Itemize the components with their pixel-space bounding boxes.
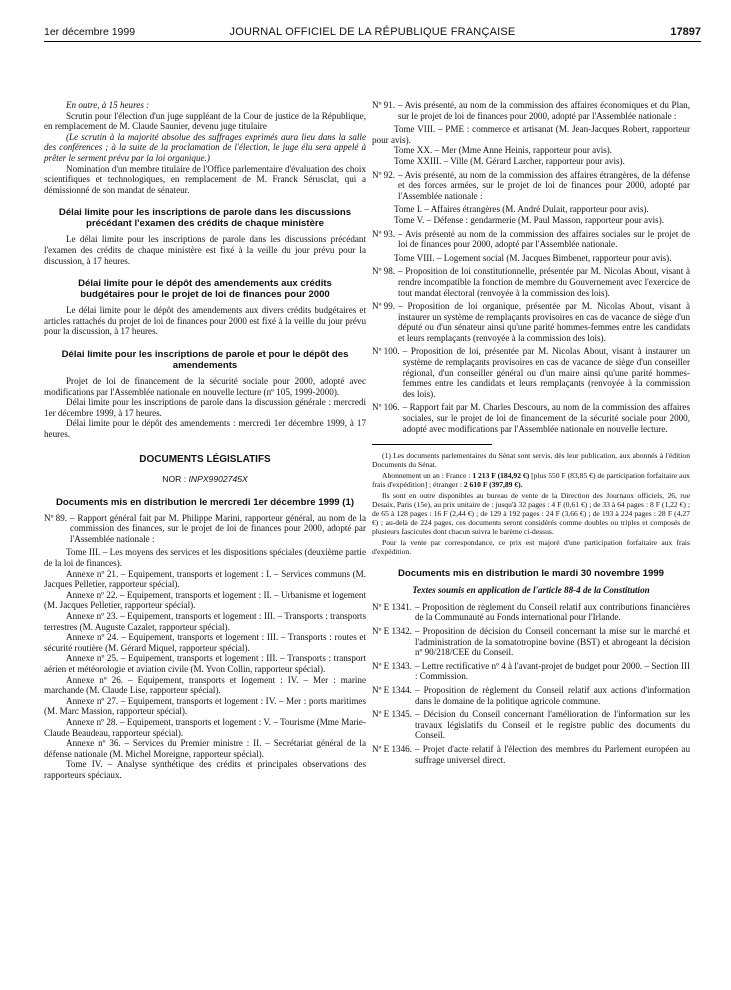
sub-entry: Annexe nº 26. – Equipement, transports et logement : IV. – Mer : marine marchande (M. Claude Lise, rapporteur spécial). bbox=[44, 674, 366, 696]
delai-amendements-paragraph: Délai limite pour le dépôt des amendements : mercredi 1er décembre 1999, à 17 heures. bbox=[44, 418, 366, 439]
scrutin-paragraph: Scrutin pour l'élection d'un juge suppléant de la Cour de justice de la République, en remplacement de M. Claude Saunier, devenu juge titulaire bbox=[44, 110, 366, 132]
e-documents-list bbox=[372, 602, 690, 765]
document-text: – Avis présenté, au nom de la commission des affaires économiques et du Plan, sur le projet de loi de finances pour 2000, adopté par l'Assemblée nationale : bbox=[398, 100, 690, 121]
document-number: Nº 91. bbox=[372, 100, 396, 110]
intro-time: En outre, à 15 heures : bbox=[66, 100, 150, 110]
documents-legislatifs-title: DOCUMENTS LÉGISLATIFS bbox=[139, 454, 271, 466]
heading-docs-30-nov: Documents mis en distribution le mardi 30 novembre 1999 bbox=[397, 568, 665, 580]
document-89-annexes bbox=[44, 547, 366, 783]
document-number: Nº 98. bbox=[372, 266, 396, 277]
document-text: – Proposition de loi constitutionnelle, présentée par M. Nicolas About, visant à rendre incompatible la fonction de membre du Gouvernement avec l'exercice de tout mandat électoral (renvoyée à la commission des lois). bbox=[398, 266, 690, 298]
document-text: – Proposition de loi organique, présentée par M. Nicolas About, visant à instaurer un système de remplaçants provisoires en cas de vacance de siège d'un député ou d'un sénateur ainsi qu'une parité hommes-femmes entre les candidats et leurs remplaçants (renvoyée à la commission des lois). bbox=[398, 301, 690, 343]
nor-label: NOR : bbox=[162, 474, 187, 485]
document-89 bbox=[44, 513, 366, 545]
document-106 bbox=[372, 402, 690, 434]
abonnement-price-france: 1 213 F (184,92 €) bbox=[472, 471, 530, 481]
e-document-number: Nº E 1345. bbox=[372, 709, 412, 720]
e-document-text: – Projet d'acte relatif à l'élection des membres du Parlement européen au suffrage universel direct. bbox=[414, 743, 690, 765]
document-91 bbox=[372, 100, 690, 121]
sub-entry: Annexe nº 25. – Equipement, transports et logement : III. – Transports : transport aérien et météorologie et aviation civile (M. Yvon Collin, rapporteur spécial). bbox=[44, 653, 366, 674]
sub-entry: Tome XX. – Mer (Mme Anne Heinis, rapporteur pour avis). bbox=[394, 145, 613, 156]
sub-entry: Annexe nº 27. – Equipement, transports et logement : IV. – Mer : ports maritimes (M. Marc Massion, rapporteur spécial). bbox=[44, 695, 366, 717]
header-rule bbox=[44, 41, 701, 42]
document-text: – Rapport général fait par M. Philippe Marini, rapporteur général, au nom de la commission des finances, sur le projet de loi de finances pour 2000, adopté par l'Assemblée nationale : bbox=[70, 512, 366, 544]
sub-entry: Annexe nº 24. – Equipement, transports et logement : III. – Transports : routes et sécurité routière (M. Gérard Miquel, rapporteur spécial). bbox=[44, 632, 366, 653]
document-number: Nº 99. bbox=[372, 301, 396, 312]
document-number: Nº 100. bbox=[372, 346, 400, 357]
footnote-correspondance: Pour la vente par correspondance, ce prix est majoré d'une participation forfaitaire aux frais d'expédition. bbox=[372, 538, 690, 557]
inscriptions-paragraph: Le délai limite pour les inscriptions de parole dans les discussions précédant l'examen des crédits de chaque ministère est fixé à la veille du jour prévu pour la discussion, à 17 heures. bbox=[44, 234, 366, 266]
e-document bbox=[372, 602, 690, 623]
heading-inscriptions-amendements: Délai limite pour les inscriptions de parole et pour le dépôt des amendements bbox=[61, 348, 349, 371]
sub-entry: Annexe nº 21. – Equipement, transports et logement : I. – Services communs (M. Jacques Pelletier, rapporteur spécial). bbox=[44, 568, 366, 590]
abonnement-label: Abonnement un an : France : bbox=[382, 471, 473, 481]
document-92-tomes bbox=[372, 204, 690, 228]
document-91-tomes bbox=[372, 124, 690, 169]
header-page-number: 17897 bbox=[670, 26, 701, 38]
nor-line bbox=[44, 474, 366, 485]
footnote-abonnement bbox=[372, 471, 690, 489]
document-text: – Avis présenté, au nom de la commission des affaires étrangères, de la défense et des forces armées, sur le projet de loi de finances pour 2000, adopté par l'Assemblée nationale : bbox=[398, 169, 690, 201]
e-document bbox=[372, 744, 690, 765]
e-document bbox=[372, 685, 690, 706]
e-document-text: – Proposition de règlement du Conseil relatif aux actions d'information dans le domaine de la politique agricole commune. bbox=[414, 684, 690, 706]
document-93 bbox=[372, 229, 690, 250]
document-number: Nº 92. bbox=[372, 169, 396, 180]
document-number: Nº 106. bbox=[372, 402, 400, 413]
nor-code: INPX9902745X bbox=[188, 474, 248, 485]
document-text: – Rapport fait par M. Charles Descours, au nom de la commission des affaires sociales, sur le projet de loi de financement de la sécurité sociale pour 2000, adopté avec modifications par l'Assemblée nationale en nouvelle lecture. bbox=[402, 402, 690, 434]
sub-entry: Annexe nº 22. – Equipement, transports et logement : II. – Urbanisme et logement (M. Jacques Pelletier, rapporteur spécial). bbox=[44, 589, 366, 611]
e-document bbox=[372, 709, 690, 741]
document-text: – Proposition de loi, présentée par M. Nicolas About, visant à instaurer un système de remplaçants provisoires en cas de vacance de siège d'un conseiller régional, d'un conseiller général ou d'un maire ainsi qu'une parité hommes-femmes entre les candidats et leurs remplaçants (renvoyée à la commission des lois). bbox=[402, 346, 690, 399]
heading-article-88-4: Textes soumis en application de l'article 88-4 de la Constitution bbox=[412, 585, 650, 596]
footnote-rule bbox=[372, 444, 492, 445]
sub-entry: Tome IV. – Analyse synthétique des crédits et principales observations des rapporteurs spéciaux. bbox=[44, 759, 366, 780]
heading-inscriptions-ministere: Délai limite pour les inscriptions de parole dans les discussions précédant l'examen des crédits de chaque ministère bbox=[58, 207, 352, 230]
e-document-number: Nº E 1346. bbox=[372, 743, 412, 754]
right-column bbox=[372, 100, 690, 768]
abonnement-price-etranger: 2 610 F (397,89 €). bbox=[463, 480, 523, 490]
scrutin-note: (Le scrutin à la majorité absolue des suffrages exprimés aura lieu dans la salle des conférences ; à la suite de la proclamation de l'élection, le juge élu sera appelé à prêter le serment prévu par la loi organique.) bbox=[44, 131, 366, 163]
document-99 bbox=[372, 301, 690, 343]
sub-entry: Tome V. – Défense : gendarmerie (M. Paul Masson, rapporteur pour avis). bbox=[394, 214, 665, 225]
page-header bbox=[44, 26, 701, 40]
sub-entry: Tome VIII. – Logement social (M. Jacques Bimbenet, rapporteur pour avis). bbox=[394, 252, 672, 263]
e-document-number: Nº E 1342. bbox=[372, 626, 412, 636]
sub-entry: Annexe nº 23. – Equipement, transports et logement : III. – Transports : transports terrestres (M. Auguste Cazalet, rapporteur spécial). bbox=[44, 611, 366, 632]
document-93-tomes bbox=[372, 253, 690, 267]
sub-entry: Annexe nº 36. – Services du Premier ministre : II. – Secrétariat général de la défense nationale (M. Michel Moreigne, rapporteur spécial). bbox=[44, 738, 366, 759]
sub-entry: Tome I. – Affaires étrangères (M. André Dulait, rapporteur pour avis). bbox=[394, 204, 649, 215]
delai-inscriptions-paragraph: Délai limite pour les inscriptions de parole dans la discussion générale : mercredi 1er décembre 1999, à 17 heures. bbox=[44, 397, 366, 418]
e-document-text: – Décision du Conseil concernant l'amélioration de l'information sur les travaux législatifs du Conseil et le registre public des documents du Conseil. bbox=[414, 709, 690, 741]
projet-loi-paragraph: Projet de loi de financement de la sécurité sociale pour 2000, adopté avec modifications par l'Assemblée nationale en nouvelle lecture (nº 105, 1999-2000). bbox=[44, 375, 366, 397]
amendements-paragraph: Le délai limite pour le dépôt des amendements aux divers crédits budgétaires et articles rattachés du projet de loi de finances pour 2000 est fixé à la veille du jour prévu pour la discussion, à 17 heures. bbox=[44, 305, 366, 337]
document-number: Nº 89. bbox=[44, 512, 68, 523]
e-document-number: Nº E 1344. bbox=[372, 684, 412, 695]
heading-amendements-credits: Délai limite pour le dépôt des amendements aux crédits budgétaires pour le projet de loi de finances pour 2000 bbox=[78, 278, 332, 301]
document-number: Nº 93. bbox=[372, 228, 396, 239]
e-document-text: – Proposition de règlement du Conseil relatif aux contributions financières de la Communauté au Fonds international pour l'Irlande. bbox=[414, 601, 690, 623]
footnote-1: (1) Les documents parlementaires du Sénat sont servis, dès leur publication, aux abonnés à l'édition Documents du Sénat. bbox=[372, 451, 690, 470]
e-document bbox=[372, 626, 690, 658]
heading-docs-1-dec: Documents mis en distribution le mercredi 1er décembre 1999 (1) bbox=[55, 496, 355, 508]
header-date: 1er décembre 1999 bbox=[44, 26, 136, 38]
document-92 bbox=[372, 170, 690, 202]
e-document-number: Nº E 1341. bbox=[372, 601, 412, 612]
abonnement-details: [plus 550 F (83,85 €) de participation forfaitaire aux frais d'expédition] ; étranger : bbox=[372, 471, 690, 490]
sub-entry: Tome III. – Les moyens des services et les dispositions spéciales (deuxième partie de la loi de finances). bbox=[44, 547, 366, 569]
footnote-prix: Ils sont en outre disponibles au bureau de vente de la Direction des Journaux officiels, 26, rue Desaix, Paris (15e), au prix unitaire de : jusqu'à 32 pages : 4 F (0,61 €) ; de 33 à 64 pages : 8 F (1,22 €) ; de 65 à 128 pages : 16 F (2,44 €) ; de 129 à 192 pages : 24 F (3,66 €) ; de 193 à 224 pages : 28 F (4,27 €) ; au-delà de 224 pages, ces documents seront considérés comme doubles ou triples et composés de plusieurs fascicules dont chacun suivra le barème ci-dessus. bbox=[372, 491, 690, 537]
e-document-text: – Proposition de décision du Conseil concernant la mise sur le marché et l'administration de la somatotropine bovine (BST) et abrogeant la décision nº 90/218/CEE du Conseil. bbox=[414, 626, 690, 658]
document-98 bbox=[372, 266, 690, 298]
nomination-paragraph: Nomination d'un membre titulaire de l'Office parlementaire d'évaluation des choix scientifiques et technologiques, en remplacement de M. Franck Sérusclat, qui a démissionné de son mandat de sénateur. bbox=[44, 163, 366, 195]
document-text: – Avis présenté au nom de la commission des affaires sociales sur le projet de loi de finances pour 2000, adopté par l'Assemblée nationale. bbox=[398, 228, 690, 250]
document-100 bbox=[372, 346, 690, 399]
e-document-number: Nº E 1343. bbox=[372, 660, 412, 671]
sub-entry: Annexe nº 28. – Equipement, transports et logement : V. – Tourisme (Mme Marie-Claude Beaudeau, rapporteur spécial). bbox=[44, 716, 366, 738]
e-document bbox=[372, 661, 690, 682]
e-document-text: – Lettre rectificative nº 4 à l'avant-projet de budget pour 2000. – Section III : Commission. bbox=[414, 660, 690, 682]
left-column bbox=[44, 100, 366, 784]
sub-entry: Tome VIII. – PME : commerce et artisanat (M. Jean-Jacques Robert, rapporteur pour avis). bbox=[372, 124, 690, 145]
header-journal-title: JOURNAL OFFICIEL DE LA RÉPUBLIQUE FRANÇAISE bbox=[229, 26, 516, 38]
sub-entry: Tome XXIII. – Ville (M. Gérard Larcher, rapporteur pour avis). bbox=[394, 155, 625, 166]
